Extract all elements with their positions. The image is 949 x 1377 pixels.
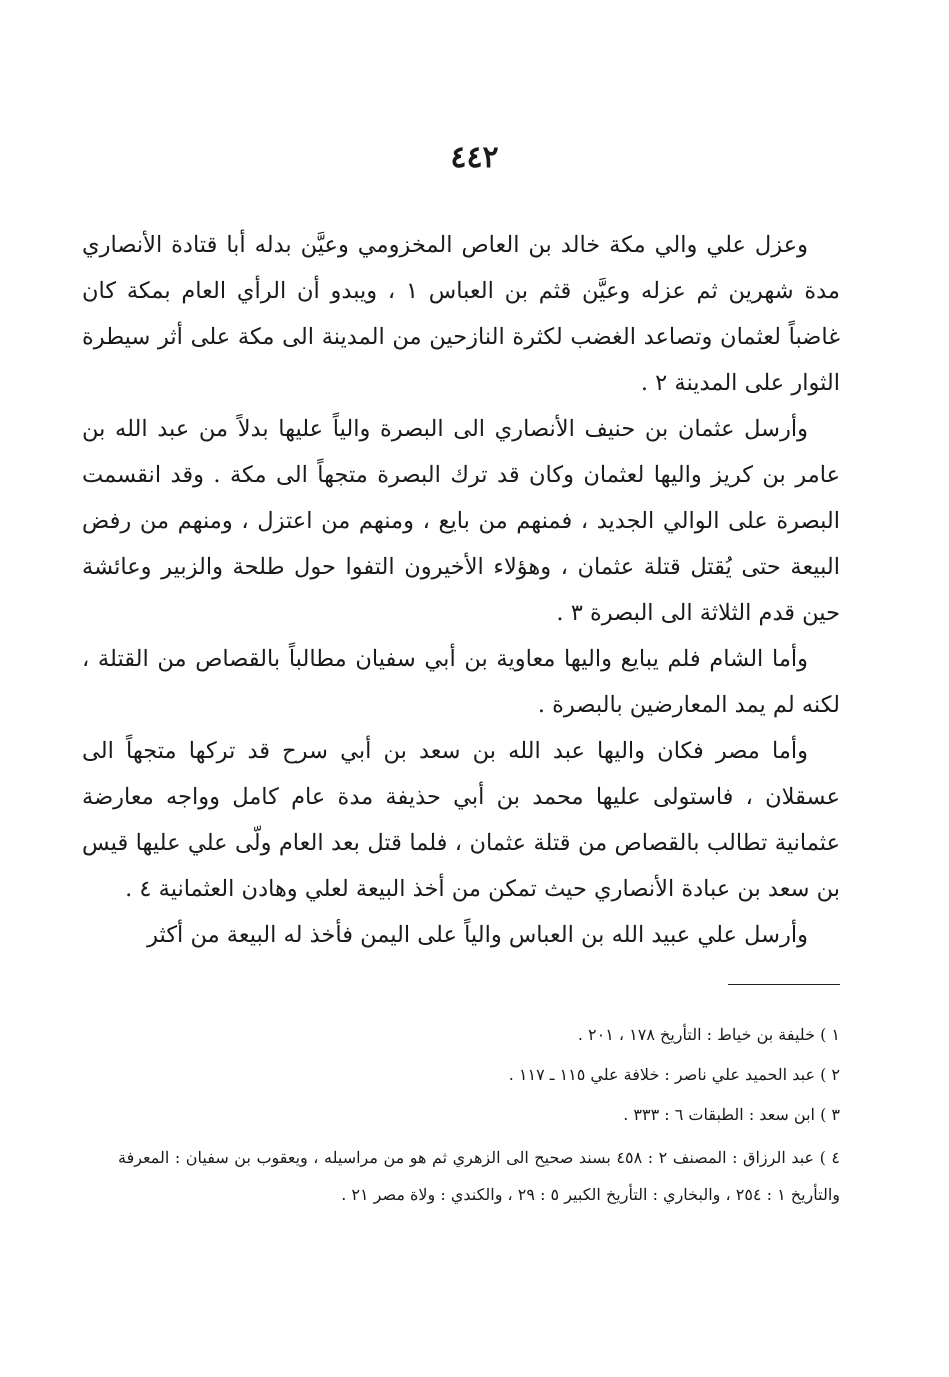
footnote-3: ٣ ) ابن سعد : الطبقات ٦ : ٣٣٣ .	[623, 1105, 840, 1124]
main-text	[82, 222, 840, 958]
footnote-divider	[728, 984, 840, 985]
footnotes	[118, 1015, 840, 1213]
page-number: ٤٤٢	[450, 140, 499, 175]
footnote-4: ٤ ) عبد الرزاق : المصنف ٢ : ٤٥٨ بسند صحيح الى الزهري ثم هو من مراسيله ، ويعقوب بن سفيان : المعرفة والتأريخ ١ : ٢٥٤ ، والبخاري : التأريخ الكبير ٥ : ٢٩ ، والكندي : ولاة مصر ٢١ .	[118, 1148, 841, 1204]
paragraph-1: وعزل علي والي مكة خالد بن العاص المخزومي وعيَّن بدله أبا قتادة الأنصاري مدة شهرين ثم عزله وعيَّن قثم بن العباس ١ ، ويبدو أن الرأي العام بمكة كان غاضباً لعثمان وتصاعد الغضب لكثرة النازحين من المدينة الى مكة على أثر سيطرة الثوار على المدينة ٢ .	[82, 232, 840, 396]
paragraph-5: وأرسل علي عبيد الله بن العباس والياً على اليمن فأخذ له البيعة من أكثر	[147, 922, 808, 948]
paragraph-3: وأما الشام فلم يبايع واليها معاوية بن أبي سفيان مطالباً بالقصاص من القتلة ، لكنه لم يمد المعارضين بالبصرة .	[82, 646, 840, 718]
paragraph-2: وأرسل عثمان بن حنيف الأنصاري الى البصرة والياً عليها بدلاً من عبد الله بن عامر بن كريز واليها لعثمان وكان قد ترك البصرة متجهاً الى مكة . وقد انقسمت البصرة على الوالي الجديد ، فمنهم من بايع ، ومنهم من اعتزل ، ومنهم من رفض البيعة حتى يُقتل قتلة عثمان ، وهؤلاء الأخيرون التفوا حول طلحة والزبير وعائشة حين قدم الثلاثة الى البصرة ٣ .	[82, 416, 840, 626]
footnote-1: ١ ) خليفة بن خياط : التأريخ ١٧٨ ، ٢٠١ .	[577, 1025, 840, 1044]
footnote-2: ٢ ) عبد الحميد علي ناصر : خلافة علي ١١٥ ـ ١١٧ .	[508, 1065, 840, 1084]
paragraph-4: وأما مصر فكان واليها عبد الله بن سعد بن أبي سرح قد تركها متجهاً الى عسقلان ، فاستولى عليها محمد بن أبي حذيفة مدة عام كامل وواجه معارضة عثمانية تطالب بالقصاص من قتلة عثمان ، فلما قتل بعد العام ولّى علي عليها قيس بن سعد بن عبادة الأنصاري حيث تمكن من أخذ البيعة لعلي وهادن العثمانية ٤ .	[82, 738, 840, 902]
